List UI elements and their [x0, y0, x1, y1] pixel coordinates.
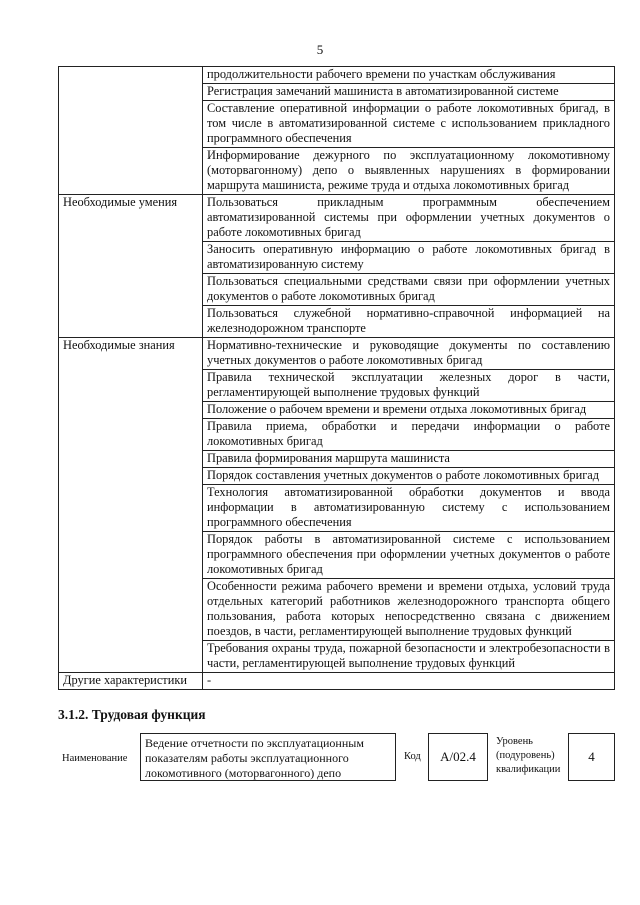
code-value: A/02.4: [428, 733, 488, 781]
row-text: -: [203, 673, 615, 690]
row-text: Нормативно-технические и руководящие документы по составлению учетных документов о работе локомотивных бригад: [203, 338, 615, 370]
row-text: Порядок составления учетных документов о работе локомотивных бригад: [203, 468, 615, 485]
row-text: Положение о рабочем времени и времени отдыха локомотивных бригад: [203, 402, 615, 419]
row-text: Порядок работы в автоматизированной системе с использованием программного обеспечения при оформлении учетных документов о работе локомотивных бригад: [203, 532, 615, 579]
row-text: Регистрация замечаний машиниста в автоматизированной системе: [203, 84, 615, 101]
row-text: Информирование дежурного по эксплуатационному локомотивному (моторвагонному) депо о выявленных нарушениях в формировании маршрута машиниста, режиме труда и отдыха локомотивных бригад: [203, 148, 615, 195]
name-value: Ведение отчетности по эксплуатационным показателям работы эксплуатационного локомотивного (моторвагонного) депо: [140, 733, 396, 781]
row-text: Особенности режима рабочего времени и времени отдыха, условий труда отдельных категорий работников железнодорожного транспорта общего пользования, работа которых непосредственно связана с движением поездов, в части, регламентирующей выполнение трудовых функций: [203, 579, 615, 641]
table-row: [59, 67, 615, 84]
row-label: Необходимые умения: [59, 195, 203, 338]
row-label: Необходимые знания: [59, 338, 203, 673]
code-label: Код: [404, 751, 421, 762]
qualification-level-label: Уровень (подуровень) квалификации: [496, 736, 561, 775]
section-title: 3.1.2. Трудовая функция: [58, 707, 206, 722]
name-label: Наименование: [62, 753, 128, 764]
row-text: Пользоваться специальными средствами связи при оформлении учетных документов о работе локомотивных бригад: [203, 274, 615, 306]
row-text: Составление оперативной информации о работе локомотивных бригад, в том числе в автоматизированной системе с использованием прикладного программного обеспечения: [203, 101, 615, 148]
row-text: Правила приема, обработки и передачи информации о работе локомотивных бригад: [203, 419, 615, 451]
qualification-level-value: 4: [568, 733, 615, 781]
row-text: Правила формирования маршрута машиниста: [203, 451, 615, 468]
row-text: Заносить оперативную информацию о работе локомотивных бригад в автоматизированную систему: [203, 242, 615, 274]
page-number: 5: [316, 42, 324, 57]
requirements-table: [58, 66, 615, 690]
row-label: Другие характеристики: [59, 673, 203, 690]
row-text: продолжительности рабочего времени по участкам обслуживания: [203, 67, 615, 84]
row-label: [59, 67, 203, 195]
row-text: Требования охраны труда, пожарной безопасности и электробезопасности в части, регламентирующей выполнение трудовых функций: [203, 641, 615, 673]
table-row: [59, 338, 615, 370]
row-text: Правила технической эксплуатации железных дорог в части, регламентирующей выполнение трудовых функций: [203, 370, 615, 402]
table-row: [59, 673, 615, 690]
row-text: Пользоваться прикладным программным обеспечением автоматизированной системы при оформлении учетных документов о работе локомотивных бригад: [203, 195, 615, 242]
table-row: [59, 195, 615, 242]
row-text: Пользоваться служебной нормативно-справочной информацией на железнодорожном транспорте: [203, 306, 615, 338]
row-text: Технология автоматизированной обработки документов и ввода информации в автоматизированную систему с использованием программного обеспечения: [203, 485, 615, 532]
labor-function-header: [58, 733, 615, 783]
